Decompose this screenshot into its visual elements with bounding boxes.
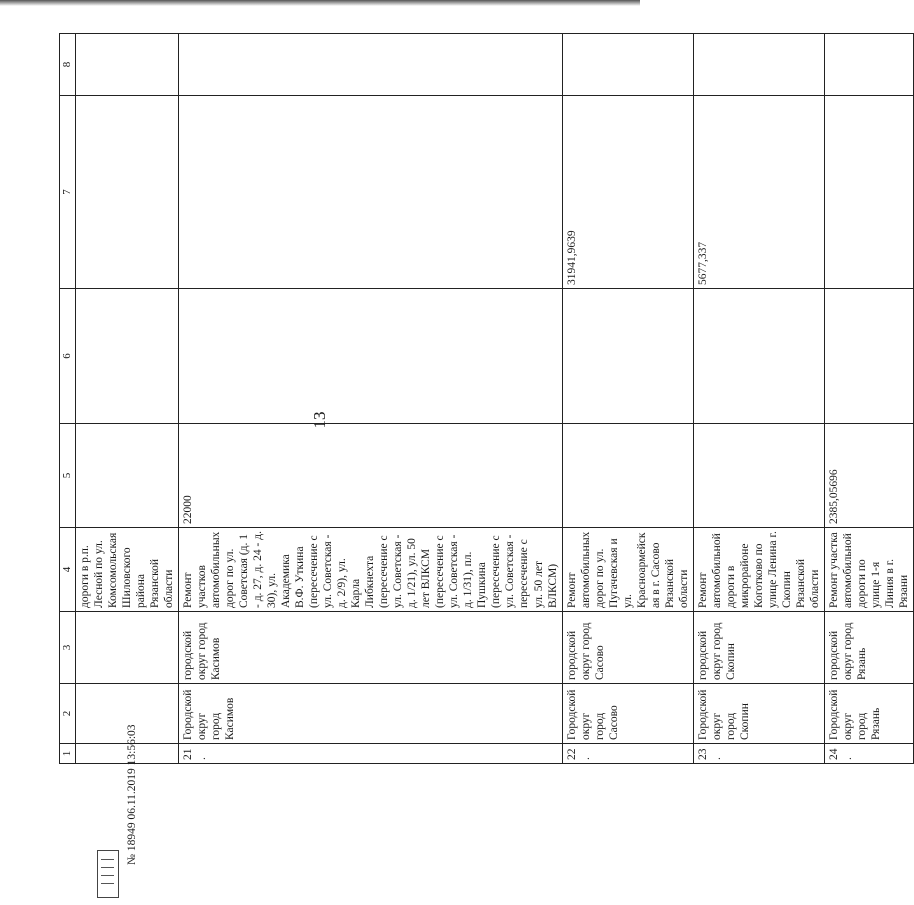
value-cell-col5	[562, 424, 693, 528]
table-cell-description: дороги в р.п. Лесной по ул. Комсомольская Шиловского района Рязанской области	[76, 528, 179, 612]
stamp-line	[101, 867, 114, 868]
municipality-cell: Городской округ город Скопин	[693, 684, 824, 744]
municipality-cell: Городской округ город Сасово	[562, 684, 693, 744]
recipient-cell: городской округ город Скопин	[693, 612, 824, 684]
value-cell-col7	[179, 96, 562, 289]
row-number: 23.	[693, 744, 824, 764]
description-cell: Ремонт участков автомобильных дорог по ул. Советская (д. 1 - д. 27, д. 24 - д. 30), ул. Академика В.Ф. Уткина (пересечение с ул. Советская - д. 2/9), ул. Карла Либкнехта (пересечение с ул. Советская - д. 1/21), ул. 50 лет ВЛКСМ (пересечение с ул. Советская - д. 1/31), пл. Пушкина (пересечение с ул. Советская - пересечение с ул. 50 лет ВЛКСМ)	[179, 528, 562, 612]
document-stamp-text: № 18949 06.11.2019 13:56:03	[126, 724, 138, 865]
recipient-cell: городской округ город Сасово	[562, 612, 693, 684]
row-number: 24.	[824, 744, 913, 764]
value-cell-col8	[824, 34, 913, 96]
stamp-line	[101, 859, 114, 860]
recipient-cell: городской округ город Касимов	[179, 612, 562, 684]
rotated-table-wrapper	[59, 34, 910, 764]
table-row	[179, 34, 562, 764]
header-cell: 3	[60, 612, 76, 684]
value-cell-col7: 5677,337	[693, 96, 824, 289]
header-cell: 6	[60, 289, 76, 424]
value-cell-col5: 22000	[179, 424, 562, 528]
value-cell-col7	[824, 96, 913, 289]
table-cell	[76, 96, 179, 289]
header-cell: 7	[60, 96, 76, 289]
document-footer	[122, 645, 142, 865]
recipient-cell: городской округ город Рязань	[824, 612, 913, 684]
description-cell: Ремонт автомобильных дорог по ул. Пугачевская и ул. Красноармейская в г. Сасово Рязанской области	[562, 528, 693, 612]
description-cell: Ремонт автомобильной дороги в микрорайоне Коготково по улице Ленина г. Скопин Рязанской области	[693, 528, 824, 612]
stamp-line	[101, 883, 114, 884]
scan-top-edge	[0, 0, 640, 6]
value-cell-col5: 2385,05696	[824, 424, 913, 528]
table-cell	[76, 289, 179, 424]
municipality-cell: Городской округ город Касимов	[179, 684, 562, 744]
page-number: 13	[310, 411, 329, 429]
header-cell: 8	[60, 34, 76, 96]
table-header-row	[60, 34, 76, 764]
table-row	[693, 34, 824, 764]
row-number: 21.	[179, 744, 562, 764]
table-row	[562, 34, 693, 764]
stamp-line	[101, 875, 114, 876]
table-row	[824, 34, 913, 764]
header-cell: 4	[60, 528, 76, 612]
value-cell-col6	[824, 289, 913, 424]
value-cell-col8	[693, 34, 824, 96]
value-cell-col8	[562, 34, 693, 96]
header-cell: 5	[60, 424, 76, 528]
municipality-cell: Городской округ город Рязань	[824, 684, 913, 744]
description-cell: Ремонт участка автомобильной дороги по улице 1-я Линия в г. Рязани	[824, 528, 913, 612]
value-cell-col8	[179, 34, 562, 96]
value-cell-col7: 31941,9639	[562, 96, 693, 289]
table-cell	[76, 34, 179, 96]
row-number: 22.	[562, 744, 693, 764]
header-cell: 1	[60, 744, 76, 764]
value-cell-col6	[562, 289, 693, 424]
registration-stamp-icon	[97, 850, 119, 898]
value-cell-col6	[179, 289, 562, 424]
value-cell-col5	[693, 424, 824, 528]
table-cell	[76, 424, 179, 528]
data-table	[59, 33, 914, 764]
header-cell: 2	[60, 684, 76, 744]
value-cell-col6	[693, 289, 824, 424]
